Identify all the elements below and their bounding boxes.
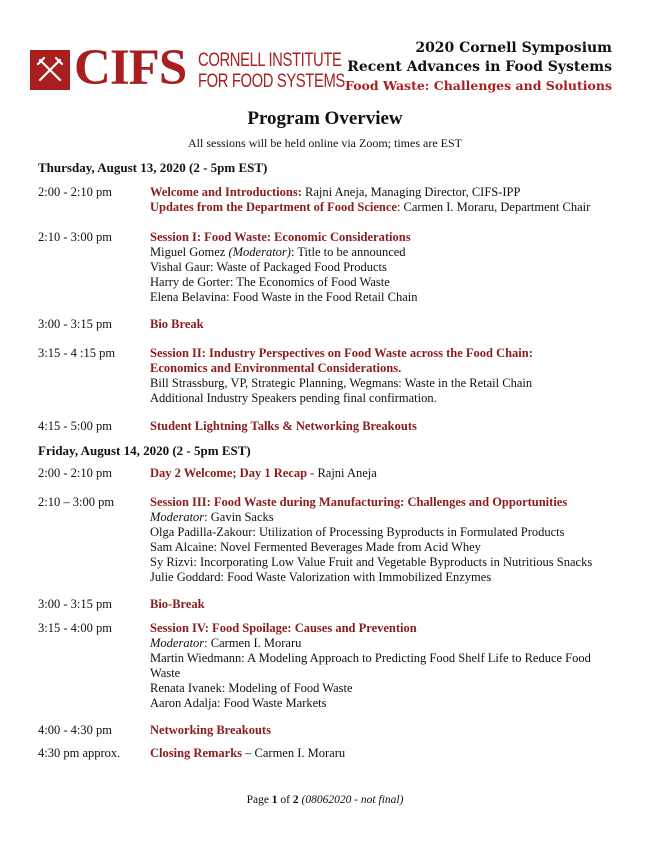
session-speaker: Rajni Aneja xyxy=(317,466,377,480)
page-title: Program Overview xyxy=(247,108,403,129)
session-time: 3:00 - 3:15 pm xyxy=(38,317,112,331)
talk-item: Renata Ivanek: Modeling of Food Waste xyxy=(150,681,353,695)
day-heading-thursday: Thursday, August 13, 2020 (2 - 5pm EST) xyxy=(38,160,268,175)
session-title: Session IV: Food Spoilage: Causes and Prevention xyxy=(150,621,417,635)
session-title: Session III: Food Waste during Manufacturing: Challenges and Opportunities xyxy=(150,495,568,509)
logo-tagline-1: CORNELL INSTITUTE xyxy=(198,50,342,71)
talk-item: Harry de Gorter: The Economics of Food Waste xyxy=(150,275,390,289)
moderator-name: : Gavin Sacks xyxy=(204,510,274,524)
session-time: 3:15 - 4 :15 pm xyxy=(38,346,116,360)
moderator-topic: : Title to be announced xyxy=(290,245,406,259)
talk-item: Vishal Gaur: Waste of Packaged Food Products xyxy=(150,260,387,274)
logo-tagline-2: FOR FOOD SYSTEMS xyxy=(198,71,345,92)
session-title: Day 2 Welcome; Day 1 Recap - xyxy=(150,466,318,480)
session-time: 3:00 - 3:15 pm xyxy=(38,597,112,611)
session-title: Bio Break xyxy=(150,317,204,331)
session-time: 2:00 - 2:10 pm xyxy=(38,185,112,199)
talk-item-cont: Waste xyxy=(150,666,181,680)
talk-item: Julie Goddard: Food Waste Valorization with Immobilized Enzymes xyxy=(150,570,492,584)
page-subtitle: All sessions will be held online via Zoom; times are EST xyxy=(188,136,462,150)
draft-note: (08062020 - not final) xyxy=(298,794,404,806)
moderator-role: (Moderator) xyxy=(228,245,291,259)
talk-item: Additional Industry Speakers pending final confirmation. xyxy=(150,391,437,405)
page-footer xyxy=(0,794,650,806)
session-title: Bio-Break xyxy=(150,597,205,611)
session-title: Session II: Industry Perspectives on Food Waste across the Food Chain: xyxy=(150,346,533,360)
session-title: Session I: Food Waste: Economic Considerations xyxy=(150,230,411,244)
session-title-cont: Economics and Environmental Considerations. xyxy=(150,361,402,375)
day-heading-friday: Friday, August 14, 2020 (2 - 5pm EST) xyxy=(38,443,251,458)
session-time: 4:30 pm approx. xyxy=(38,746,121,760)
of-word: of xyxy=(277,794,293,806)
session-time: 2:10 - 3:00 pm xyxy=(38,230,112,244)
session-time: 4:15 - 5:00 pm xyxy=(38,419,112,433)
talk-item: Olga Padilla-Zakour: Utilization of Processing Byproducts in Formulated Products xyxy=(150,525,565,539)
moderator-name: : Carmen I. Moraru xyxy=(204,636,302,650)
page-total: 2 xyxy=(292,794,299,806)
session-title: Welcome and Introductions: xyxy=(150,185,302,199)
moderator-label: Moderator xyxy=(150,510,205,524)
session-speaker: – Carmen I. Moraru xyxy=(242,746,346,760)
logo-wordmark: CIFS xyxy=(74,40,187,96)
cifs-logo xyxy=(30,40,345,96)
moderator-label: Moderator xyxy=(150,636,205,650)
page-word: Page xyxy=(246,794,272,806)
session-title: Student Lightning Talks & Networking Breakouts xyxy=(150,419,417,433)
symposium-theme: Food Waste: Challenges and Solutions xyxy=(345,78,612,93)
session-title: Closing Remarks xyxy=(150,746,243,760)
session-time: 2:10 – 3:00 pm xyxy=(38,495,115,509)
session-speaker: : Carmen I. Moraru, Department Chair xyxy=(396,200,591,214)
talk-item: Bill Strassburg, VP, Strategic Planning, Wegmans: Waste in the Retail Chain xyxy=(150,376,533,390)
session-title: Networking Breakouts xyxy=(150,723,271,737)
session-title: Updates from the Department of Food Science xyxy=(150,200,397,214)
session-time: 2:00 - 2:10 pm xyxy=(38,466,112,480)
fork-knife-icon xyxy=(30,50,70,90)
moderator-name: Miguel Gomez xyxy=(150,245,229,259)
talk-item: Sam Alcaine: Novel Fermented Beverages Made from Acid Whey xyxy=(150,540,481,554)
talk-item: Martin Wiedmann: A Modeling Approach to Predicting Food Shelf Life to Reduce Food xyxy=(150,651,591,665)
symposium-subtitle: Recent Advances in Food Systems xyxy=(347,59,612,75)
talk-item: Sy Rizvi: Incorporating Low Value Fruit and Vegetable Byproducts in Nutritious Snacks xyxy=(150,555,593,569)
page-number: 1 xyxy=(271,794,278,806)
session-time: 3:15 - 4:00 pm xyxy=(38,621,112,635)
talk-item: Aaron Adalja: Food Waste Markets xyxy=(150,696,327,710)
symposium-title: 2020 Cornell Symposium xyxy=(415,40,612,56)
talk-item: Elena Belavina: Food Waste in the Food Retail Chain xyxy=(150,290,418,304)
session-speaker: Rajni Aneja, Managing Director, CIFS-IPP xyxy=(301,185,521,199)
session-time: 4:00 - 4:30 pm xyxy=(38,723,112,737)
